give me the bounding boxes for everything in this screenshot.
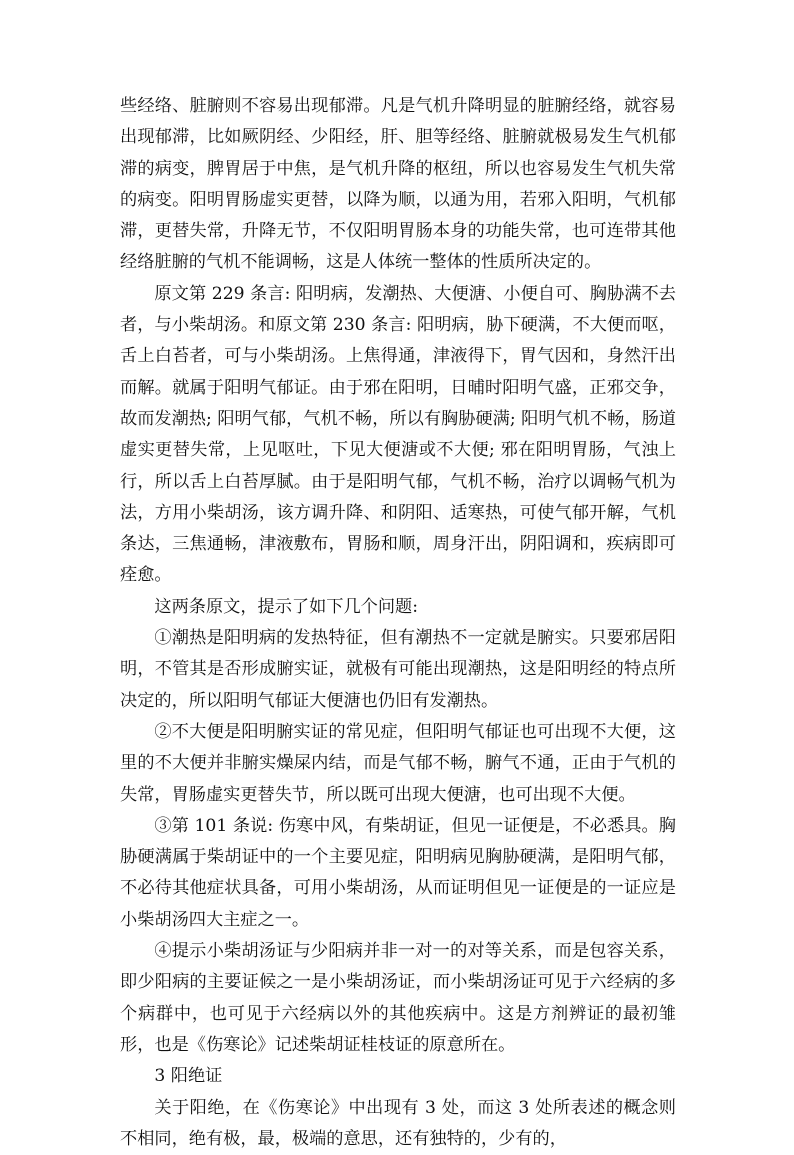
paragraph-intro-questions: 这两条原文，提示了如下几个问题: — [120, 592, 676, 623]
paragraph-point-2: ②不大便是阳明腑实证的常见症，但阳明气郁证也可出现不大便，这里的不大便并非腑实燥屎内结，而是气郁不畅，腑气不通，正由于气机的失常，胃肠虚实更替失节，所以既可出现大便溏，也可出现不大便。 — [120, 717, 676, 811]
paragraph-continuation: 些经络、脏腑则不容易出现郁滞。凡是气机升降明显的脏腑经络，就容易出现郁滞，比如厥阴经、少阳经，肝、胆等经络、脏腑就极易发生气机郁滞的病变，脾胃居于中焦，是气机升降的枢纽，所以也容易发生气机失常的病变。阳明胃肠虚实更替，以降为顺，以通为用，若邪入阳明，气机郁滞，更替失常，升降无节，不仅阳明胃肠本身的功能失常，也可连带其他经络脏腑的气机不能调畅，这是人体统一整体的性质所决定的。 — [120, 91, 676, 279]
paragraph-article-229-230: 原文第 229 条言: 阳明病，发潮热、大便溏、小便自可、胸胁满不去者，与小柴胡汤。和原文第 230 条言: 阳明病，胁下硬满，不大便而呕，舌上白苔者，可与小柴胡汤。上焦得通，津液得下，胃气因和，身然汗出而解。就属于阳明气郁证。由于邪在阳明，日晡时阳明气盛，正邪交争，故而发潮热; 阳明气郁，气机不畅，所以有胸胁硬满; 阳明气机不畅，肠道虚实更替失常，上见呕吐，下见大便溏或不大便; 邪在阳明胃肠，气浊上行，所以舌上白苔厚腻。由于是阳明气郁，气机不畅，治疗以调畅气机为法，方用小柴胡汤，该方调升降、和阴阳、适寒热，可使气郁开解，气机条达，三焦通畅，津液敷布，胃肠和顺，周身汗出，阴阳调和，疾病即可痊愈。 — [120, 279, 676, 592]
paragraph-point-1: ①潮热是阳明病的发热特征，但有潮热不一定就是腑实。只要邪居阳明，不管其是否形成腑实证，就极有可能出现潮热，这是阳明经的特点所决定的，所以阳明气郁证大便溏也仍旧有发潮热。 — [120, 623, 676, 717]
paragraph-point-4: ④提示小柴胡汤证与少阳病并非一对一的对等关系，而是包容关系，即少阳病的主要证候之一是小柴胡汤证，而小柴胡汤证可见于六经病的多个病群中，也可见于六经病以外的其他疾病中。这是方剂辨证的最初雏形，也是《伤寒论》记述柴胡证桂枝证的原意所在。 — [120, 936, 676, 1061]
section-heading: 3 阳绝证 — [120, 1061, 676, 1092]
paragraph-point-3: ③第 101 条说: 伤寒中风，有柴胡证，但见一证便是，不必悉具。胸胁硬满属于柴胡证中的一个主要见症，阳明病见胸胁硬满，是阳明气郁，不必待其他症状具备，可用小柴胡汤，从而证明但见一证便是的一证应是小柴胡汤四大主症之一。 — [120, 811, 676, 936]
document-page — [120, 91, 676, 1155]
paragraph-yang-jue: 关于阳绝，在《伤寒论》中出现有 3 处，而这 3 处所表述的概念则不相同，绝有极，最，极端的意思，还有独特的，少有的， — [120, 1093, 676, 1155]
